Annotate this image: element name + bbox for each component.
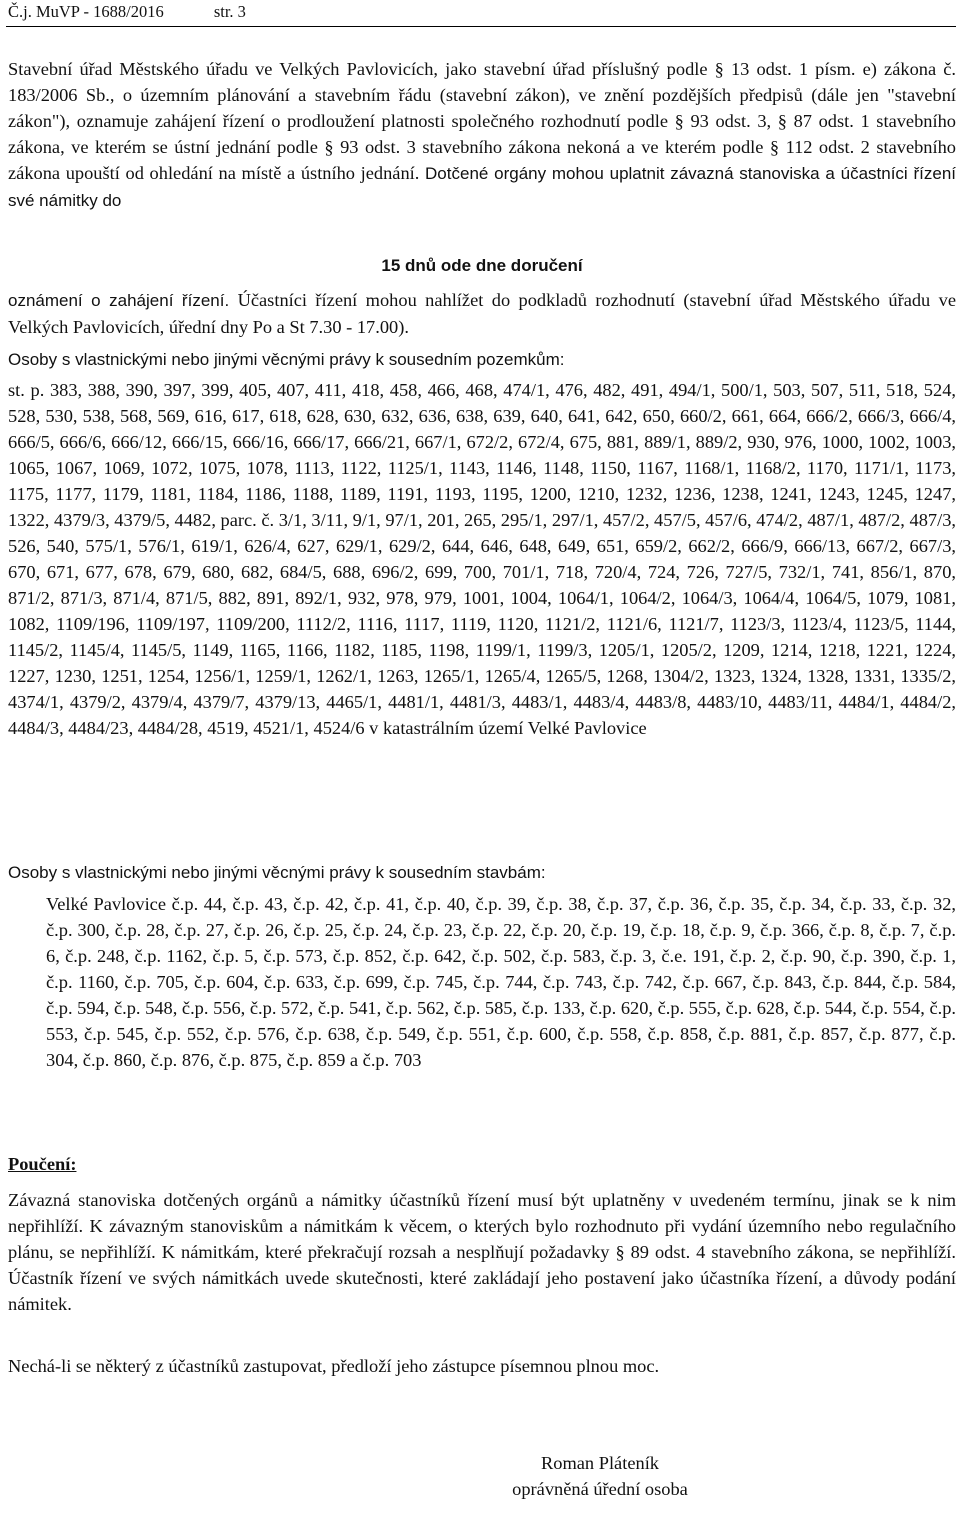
intro-objections-text: Dotčené orgány mohou uplatnit závazná stanoviska a účastníci řízení své námitky do bbox=[8, 164, 956, 210]
header-divider bbox=[6, 26, 956, 27]
page-number: str. 3 bbox=[213, 2, 246, 21]
deadline-text: 15 dnů ode dne doručení bbox=[381, 256, 583, 275]
building-list: Velké Pavlovice č.p. 44, č.p. 43, č.p. 42, č.p. 41, č.p. 40, č.p. 39, č.p. 38, č.p. 37, č.p. 36, č.p. 35, č.p. 34, č.p. 33, č.p. 32, č.p. 300, č.p. 28, č.p. 27, č.p. 26, č.p. 25, č.p. 24, č.p. 23, č.p. 22, č.p. 20, č.p. 19, č.p. 18, č.p. 9, č.p. 366, č.p. 8, č.p. 7, č.p. 6, č.p. 248, č.p. 1162, č.p. 5, č.p. 573, č.p. 852, č.p. 642, č.p. 502, č.p. 583, č.p. 3, č.e. 191, č.p. 2, č.p. 90, č.p. 390, č.p. 1, č.p. 1160, č.p. 705, č.p. 604, č.p. 633, č.p. 699, č.p. 745, č.p. 744, č.p. 743, č.p. 742, č.p. 667, č.p. 843, č.p. 844, č.p. 584, č.p. 594, č.p. 548, č.p. 556, č.p. 572, č.p. 541, č.p. 562, č.p. 585, č.p. 133, č.p. 620, č.p. 555, č.p. 628, č.p. 544, č.p. 554, č.p. 553, č.p. 545, č.p. 552, č.p. 576, č.p. 638, č.p. 549, č.p. 551, č.p. 600, č.p. 558, č.p. 858, č.p. 881, č.p. 857, č.p. 877, č.p. 304, č.p. 860, č.p. 876, č.p. 875, č.p. 859 a č.p. 703 bbox=[46, 894, 956, 1070]
intro-paragraph bbox=[8, 56, 956, 214]
signatory-name: Roman Pláteník bbox=[541, 1453, 659, 1473]
building-owners-heading: Osoby s vlastnickými nebo jinými věcnými právy k sousedním stavbám: bbox=[8, 863, 546, 882]
land-owners-heading: Osoby s vlastnickými nebo jinými věcnými právy k sousedním pozemkům: bbox=[8, 350, 565, 369]
reference-number: Č.j. MuVP - 1688/2016 bbox=[8, 2, 164, 21]
signatory-title: oprávněná úřední osoba bbox=[512, 1479, 688, 1499]
land-parcels-list: st. p. 383, 388, 390, 397, 399, 405, 407, 411, 418, 458, 466, 468, 474/1, 476, 482, 491, 494/1, 500/1, 503, 507, 511, 518, 524, 528, 530, 538, 568, 569, 616, 617, 618, 628, 630, 632, 636, 638, 639, 640, 641, 642, 650, 660/2, 661, 664, 666/2, 666/3, 666/4, 666/5, 666/6, 666/12, 666/15, 666/16, 666/17, 666/21, 667/1, 672/2, 672/4, 675, 881, 889/1, 889/2, 930, 976, 1000, 1002, 1003, 1065, 1067, 1069, 1072, 1075, 1078, 1113, 1122, 1125/1, 1143, 1146, 1148, 1150, 1167, 1168/1, 1168/2, 1170, 1171/1, 1173, 1175, 1177, 1179, 1181, 1184, 1186, 1188, 1189, 1191, 1193, 1195, 1200, 1210, 1232, 1236, 1238, 1241, 1243, 1245, 1247, 1322, 4379/3, 4379/5, 4482, parc. č. 3/1, 3/11, 9/1, 97/1, 201, 265, 295/1, 297/1, 457/2, 457/5, 457/6, 474/2, 487/1, 487/2, 487/3, 526, 540, 575/1, 576/1, 619/1, 626/4, 627, 629/1, 629/2, 644, 646, 648, 649, 651, 659/2, 662/2, 666/9, 666/13, 667/2, 667/3, 670, 671, 677, 678, 679, 680, 682, 684/5, 688, 696/2, 699, 700, 701/1, 718, 720/4, 724, 726, 727/5, 732/1, 741, 856/1, 870, 871/2, 871/3, 871/4, 871/5, 882, 891, 892/1, 932, 978, 979, 1001, 1004, 1064/1, 1064/2, 1064/3, 1064/4, 1064/5, 1079, 1081, 1082, 1109/196, 1109/197, 1109/200, 1112/2, 1116, 1117, 1119, 1120, 1121/2, 1121/6, 1121/7, 1123/3, 1123/4, 1123/5, 1144, 1145/2, 1145/4, 1145/5, 1149, 1165, 1166, 1182, 1185, 1198, 1199/1, 1199/3, 1205/1, 1205/2, 1209, 1214, 1218, 1221, 1224, 1227, 1230, 1251, 1254, 1256/1, 1259/1, 1262/1, 1263, 1265/1, 1265/4, 1265/5, 1268, 1304/2, 1323, 1324, 1328, 1331, 1335/2, 4374/1, 4379/2, 4379/4, 4379/7, 4379/13, 4465/1, 4481/1, 4481/3, 4483/1, 4483/4, 4483/8, 4483/10, 4483/11, 4484/1, 4484/2, 4484/3, 4484/23, 4484/28, 4519, 4521/1, 4524/6 v katastrálním území Velké Pavlovice bbox=[8, 380, 956, 738]
intro-text: Stavební úřad Městského úřadu ve Velkých Pavlovicích, jako stavební úřad příslušný podle § 13 odst. 1 písm. e) zákona č. 183/2006 Sb., o územním plánování a stavebním řádu (stavební zákon), ve znění pozdějších předpisů (dále jen "stavební zákon"), oznamuje zahájení řízení o prodloužení platnosti společného rozhodnutí podle § 93 odst. 3, § 87 odst. 1 stavebního zákona, ve kterém se ústní jednání podle § 93 odst. 3 stavebního zákona nekoná a ve kterém podle § 112 odst. 2 stavebního zákona upouští od ohledání na místě a ústního jednání. bbox=[8, 59, 956, 183]
inspection-text: Účastníci řízení mohou nahlížet do podkladů rozhodnutí (stavební úřad Městského úřadu ve Velkých Pavlovicích, úřední dny Po a St 7.30 - 17.00). bbox=[8, 290, 956, 337]
page-header bbox=[8, 2, 246, 22]
instruction-paragraph: Závazná stanoviska dotčených orgánů a námitky účastníků řízení musí být uplatněny v uvedeném termínu, jinak se k nim nepřihlíží. K závazným stanoviskům a námitkám k věcem, o kterých bylo rozhodnuto při vydání územního nebo regulačního plánu, se nepřihlíží. K námitkám, které překračují rozsah a nesplňují požadavky § 89 odst. 4 stavebního zákona, se nepřihlíží. Účastník řízení ve svých námitkách uvede skutečnosti, které zakládají jeho postavení jako účastníka řízení, a důvody podání námitek. bbox=[8, 1190, 956, 1314]
representation-paragraph: Nechá-li se některý z účastníků zastupovat, předloží jeho zástupce písemnou plnou moc. bbox=[8, 1356, 660, 1376]
instruction-heading bbox=[8, 1151, 956, 1177]
instruction-heading-text: Poučení: bbox=[8, 1154, 77, 1174]
inspection-paragraph bbox=[8, 287, 956, 340]
signature-block bbox=[470, 1450, 730, 1502]
notice-reference-text: oznámení o zahájení řízení. bbox=[8, 291, 230, 310]
